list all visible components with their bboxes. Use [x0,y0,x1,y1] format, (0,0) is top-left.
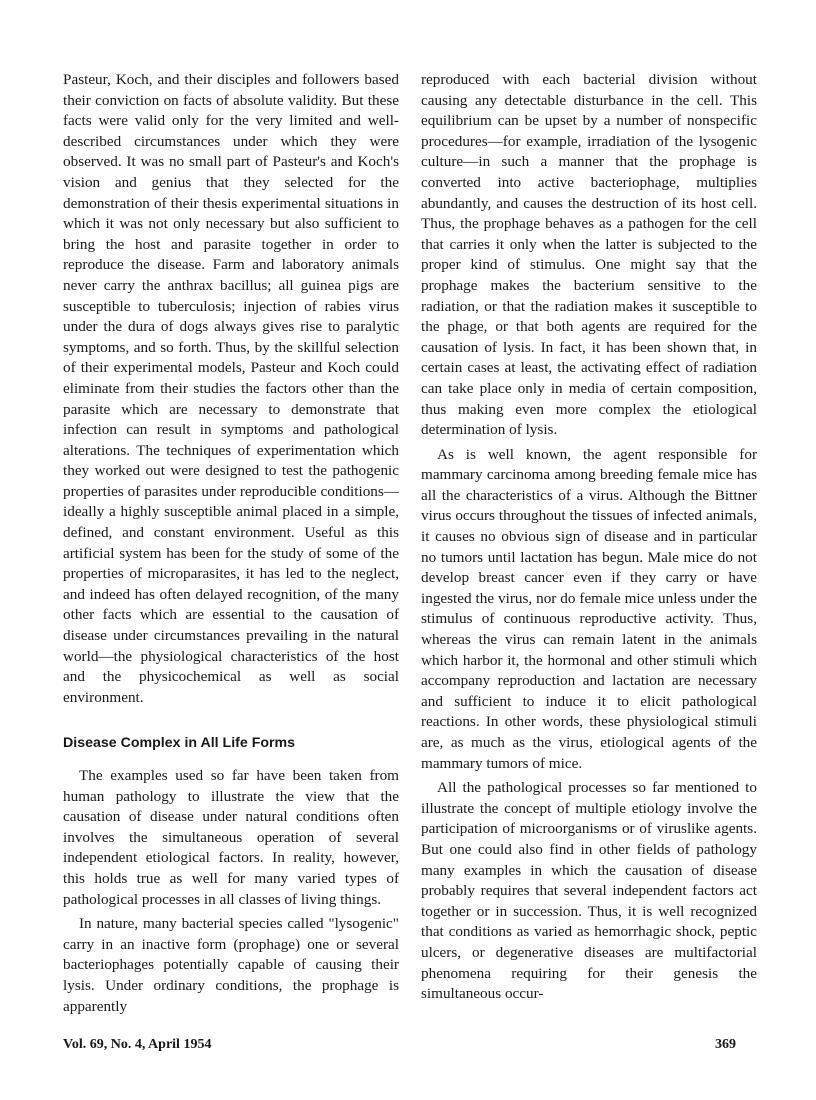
right-column [421,70,757,1005]
right-paragraph-2: As is well known, the agent responsible for mammary carcinoma among breeding female mice has all the characteristics of a virus. Although the Bittner virus occurs throughout the tissues of infected animals, it causes no obvious sign of disease and in particular no tumors until lactation has begun. Male mice do not develop breast cancer even if they carry or have ingested the virus, nor do female mice unless under the stimulus of continuous reproductive activity. Thus, whereas the virus can remain latent in the animals which harbor it, the hormonal and other stimuli which accompany reproduction and lactation are necessary and sufficient to induce it to elicit pathological reactions. In other words, these physiological stimuli are, as much as the virus, etiological agents of the mammary tumors of mice. [421,445,757,772]
left-paragraph-1: Pasteur, Koch, and their disciples and followers based their conviction on facts of absolute validity. But these facts were valid only for the very limited and well-described circumstances under which they were observed. It was no small part of Pasteur's and Koch's vision and genius that they selected for the demonstration of their thesis experimental situations in which it was not only necessary but also sufficient to bring the host and parasite together in order to reproduce the disease. Farm and laboratory animals never carry the anthrax bacillus; all guinea pigs are susceptible to tuberculosis; injection of rabies virus under the dura of dogs always gives rise to paralytic symptoms, and so forth. Thus, by the skillful selection of their experimental models, Pasteur and Koch could eliminate from their studies the factors other than the parasite which are necessary to demonstrate that infection can result in symptoms and pathological alterations. The techniques of experimentation which they worked out were designed to test the pathogenic properties of parasites under reproducible conditions—ideally a highly susceptible animal placed in a simple, defined, and constant environment. Useful as this artificial system has been for the study of some of the properties of microparasites, it has led to the neglect, and indeed has often delayed recognition, of the many other facts which are essential to the causation of disease under circumstances prevailing in the natural world—the physiological characteristics of the host and the physicochemical as well as social environment. [63,71,399,706]
section-heading: Disease Complex in All Life Forms [63,735,296,752]
right-paragraph-1: reproduced with each bacterial division without causing any detectable disturbance in the cell. This equilibrium can be upset by a number of nonspecific procedures—for example, irradiation of the lysogenic culture—in such a manner that the prophage is converted into active bacteriophage, multiplies abundantly, and causes the destruction of its host cell. Thus, the prophage behaves as a pathogen for the cell that carries it only when the latter is subjected to the proper kind of stimulus. One might say that the prophage makes the bacterium sensitive to the radiation, or that the radiation makes it susceptible to the phage, or that both agents are required for the causation of lysis. In fact, it has been shown that, in certain cases at least, the activating effect of radiation can take place only in media of certain composition, thus making even more complex the etiological determination of lysis. [421,71,757,439]
left-column [63,70,399,1017]
journal-info: Vol. 69, No. 4, April 1954 [63,1037,212,1052]
left-paragraph-2: The examples used so far have been taken from human pathology to illustrate the view that the causation of disease under natural conditions often involves the simultaneous operation of several independent etiological factors. In reality, however, this holds true as well for many varied types of pathological processes in all classes of living things. [63,767,399,908]
page-number: 369 [715,1037,736,1052]
left-paragraph-3: In nature, many bacterial species called "lysogenic" carry in an inactive form (prophage) one or several bacteriophages potentially capable of causing their lysis. Under ordinary conditions, the prophage is apparently [63,915,399,1015]
right-paragraph-3: All the pathological processes so far mentioned to illustrate the concept of multiple etiology involve the participation of microorganisms or of viruslike agents. But one could also find in other fields of pathology many examples in which the causation of disease probably requires that several independent factors act together or in succession. Thus, it is well recognized that conditions as varied as hemorrhagic shock, peptic ulcers, or degenerative diseases are multifactorial phenomena requiring for their genesis the simultaneous occur- [421,779,757,1003]
